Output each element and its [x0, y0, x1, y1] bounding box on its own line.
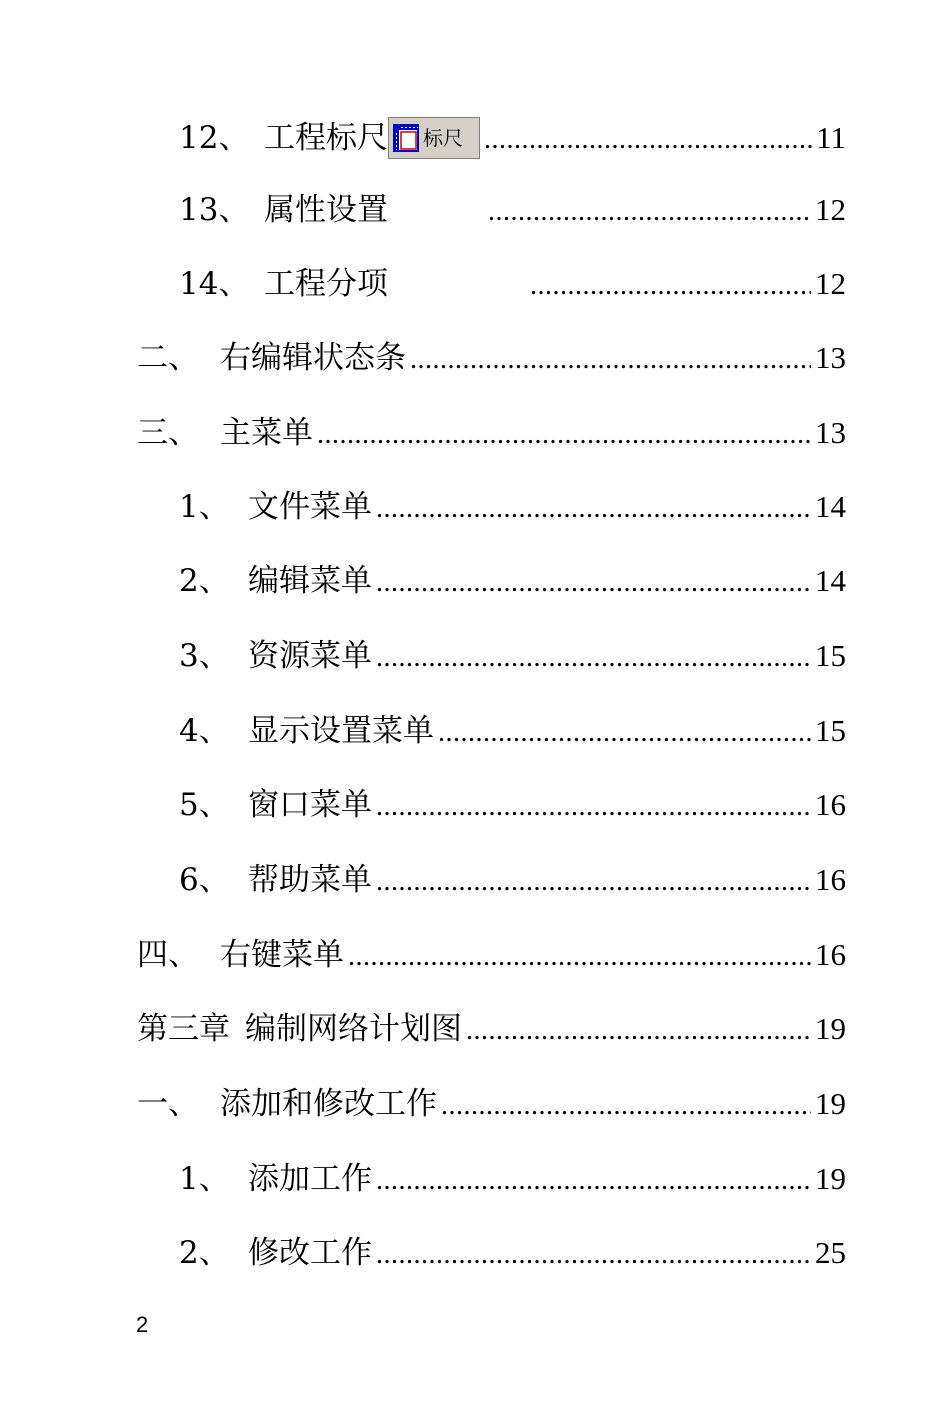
toc-page-number: 12	[815, 266, 846, 301]
ruler-toolbar-button	[388, 117, 480, 159]
ruler-button-label: 标尺	[423, 126, 463, 150]
toc-entry-section-1[interactable]	[137, 1079, 846, 1129]
toc-entry-2[interactable]	[179, 1228, 846, 1278]
toc-entry-1[interactable]	[179, 482, 846, 532]
toc-page-number: 14	[815, 489, 846, 524]
toc-entry-title: 右键菜单	[220, 937, 344, 973]
ruler-icon	[393, 124, 419, 152]
toc-entry-title: 工程标尺	[264, 120, 388, 156]
toc-page-number: 13	[815, 415, 846, 450]
toc-entry-title: 工程分项	[264, 266, 388, 302]
toc-entry-number: 6、	[179, 862, 230, 898]
toc-page-number: 16	[815, 937, 846, 972]
toc-entry-section-3[interactable]	[137, 408, 846, 458]
toc-entry-5[interactable]	[179, 780, 846, 830]
toc-page-number: 15	[815, 713, 846, 748]
toc-entry-1[interactable]	[179, 1154, 846, 1204]
toc-entry-13[interactable]	[179, 185, 846, 235]
toc-entry-title: 文件菜单	[248, 489, 372, 525]
toc-page-number: 19	[815, 1011, 846, 1046]
toc-page-number: 16	[815, 787, 846, 822]
toc-page-number: 14	[815, 563, 846, 598]
toc-entry-4[interactable]	[179, 706, 846, 756]
toc-leader-dots	[466, 1004, 811, 1054]
toc-leader-dots	[530, 259, 811, 309]
toc-entry-title: 主菜单	[220, 415, 313, 451]
toc-entry-title: 属性设置	[264, 192, 388, 228]
toc-leader-dots	[488, 185, 811, 235]
toc-leader-dots	[376, 855, 811, 905]
toc-entry-number: 13、	[179, 192, 250, 228]
toc-entry-title: 修改工作	[248, 1235, 372, 1271]
toc-entry-title: 显示设置菜单	[248, 713, 434, 749]
toc-entry-number: 2、	[179, 1235, 230, 1271]
toc-entry-section-4[interactable]	[137, 930, 846, 980]
toc-leader-dots	[376, 482, 811, 532]
toc-page-number: 16	[815, 862, 846, 897]
toc-entry-number: 3、	[179, 638, 230, 674]
toc-entry-section-2[interactable]	[137, 333, 846, 383]
toc-entry-6[interactable]	[179, 855, 846, 905]
toc-entry-3[interactable]	[179, 631, 846, 681]
toc-entry-number: 三、	[137, 415, 199, 451]
toc-entry-number: 12、	[179, 120, 250, 156]
toc-entry-number: 1、	[179, 1161, 230, 1197]
toc-leader-dots	[348, 930, 811, 980]
toc-leader-dots	[376, 780, 811, 830]
page-number: 2	[136, 1312, 149, 1337]
toc-entry-12[interactable]	[179, 113, 846, 163]
toc-leader-dots	[438, 706, 811, 756]
toc-page-number: 19	[815, 1161, 846, 1196]
toc-entry-title: 右编辑状态条	[220, 340, 406, 376]
toc-leader-dots	[376, 631, 811, 681]
toc-entry-title: 窗口菜单	[248, 787, 372, 823]
toc-entry-chapter-3[interactable]	[137, 1004, 846, 1054]
toc-entry-number: 一、	[137, 1086, 199, 1122]
toc-page-number: 11	[816, 120, 846, 155]
toc-leader-dots	[441, 1079, 811, 1129]
toc-entry-number: 第三章	[137, 1011, 230, 1047]
toc-entry-number: 1、	[179, 489, 230, 525]
toc-leader-dots	[376, 556, 811, 606]
toc-entry-number: 5、	[179, 787, 230, 823]
toc-entry-title: 添加工作	[248, 1161, 372, 1197]
toc-entry-number: 四、	[137, 937, 199, 973]
toc-entry-title: 编制网络计划图	[245, 1011, 462, 1047]
toc-page-number: 25	[815, 1235, 846, 1270]
toc-leader-dots	[410, 333, 811, 383]
toc-entry-number: 4、	[179, 713, 230, 749]
toc-entry-title: 帮助菜单	[248, 862, 372, 898]
toc-leader-dots	[376, 1154, 811, 1204]
toc-entry-14[interactable]	[179, 259, 846, 309]
toc-leader-dots	[317, 408, 811, 458]
toc-entry-title: 资源菜单	[248, 638, 372, 674]
toc-entry-title: 添加和修改工作	[220, 1086, 437, 1122]
toc-entry-number: 14、	[179, 266, 250, 302]
toc-page-number: 13	[815, 340, 846, 375]
toc-entry-number: 二、	[137, 340, 199, 376]
toc-leader-dots	[484, 113, 812, 163]
toc-entry-number: 2、	[179, 563, 230, 599]
toc-entry-title: 编辑菜单	[248, 563, 372, 599]
toc-page-number: 19	[815, 1086, 846, 1121]
toc-page-number: 15	[815, 638, 846, 673]
toc-entry-2[interactable]	[179, 556, 846, 606]
toc-page-number: 12	[815, 192, 846, 227]
toc-leader-dots	[376, 1228, 811, 1278]
